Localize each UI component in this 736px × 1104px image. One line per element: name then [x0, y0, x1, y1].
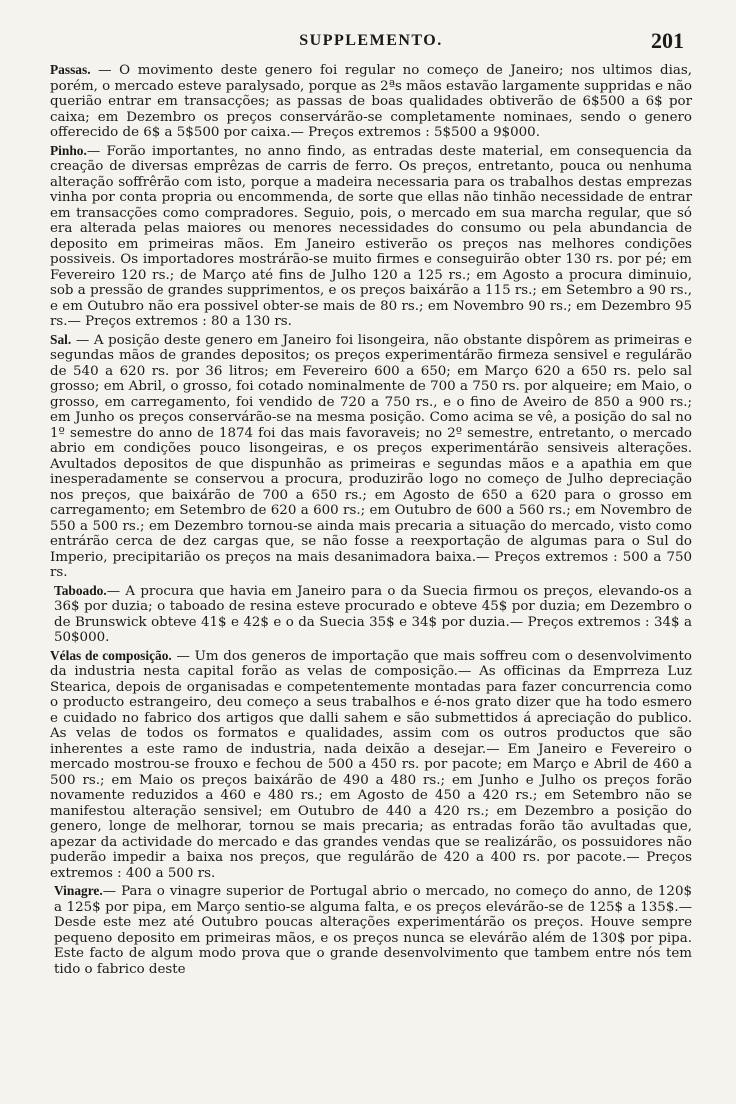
- entry-passas: [50, 62, 692, 141]
- entry-text: — A procura que havia em Janeiro para o da Suecia firmou os preços, elevando-os a 36$ por duzia; o taboado de resina esteve procurado e obteve 45$ por duzia; em Dezembro o de Brunswick obteve 41$ e 42$ e o da Suecia 35$ e 34$ por duzia.— Preços extremos : 34$ a 50$000.: [54, 583, 692, 645]
- entry-term: Passas.: [50, 62, 91, 77]
- entry-term: Vélas de composição.: [50, 647, 172, 663]
- entry-sal: [50, 332, 692, 581]
- entry-velas: [50, 648, 692, 882]
- entry-term: Pinho.: [50, 142, 87, 158]
- entry-term: Sal.: [50, 331, 72, 347]
- running-head: SUPPLEMENTO.: [299, 32, 443, 49]
- page-header: [50, 28, 692, 58]
- entry-vinagre: [54, 883, 692, 977]
- entry-term: Vinagre.: [54, 883, 103, 898]
- entry-text: — A posição deste genero em Janeiro foi lisongeira, não obstante dispôrem as primeiras e segundas mãos de grandes depositos; os preços experimentárão firmeza sensivel e regulárão de 540 a 620 rs. por 36 litros; em Fevereiro 600 a 650; em Março 620 a 650 rs. pelo sal grosso; em Abril, o grosso, foi cotado nominalmente de 700 a 750 rs. por alqueire; em Maio, o grosso, em carregamento, foi vendido de 720 a 750 rs., e o fino de Aveiro de 850 a 900 rs.; em Junho os preços conservárão-se na mesma posição. Como acima se vê, a posição do sal no 1º semestre do anno de 1874 foi das mais favoraveis; no 2º semestre, entretanto, o mercado abrio em condições pouco lisongeiras, e os preços experimentárão sensiveis alterações. Avultados depositos de que dispunhão as primeiras e segundas mãos e a apathia em que inesperadamente se conservou a procura, produzirão logo no começo de Julho depreciação nos preços, que baixárão de 700 a 650 rs.; em Agosto de 650 a 620 para o grosso em carregamento; em Setembro de 620 a 600 rs.; em Outubro de 600 a 560 rs.; em Novembro de 550 a 500 rs.; em Dezembro tornou-se ainda mais precaria a situação do mercado, visto como entrárão cerca de dez cargas que, se não fosse a reexportação de algumas para o Sul do Imperio, precipitarião os preços na mais desanimadora baixa.— Preços extremos : 500 a 750 rs.: [50, 332, 692, 580]
- page-number: 201: [651, 28, 684, 53]
- entry-term: Taboado.: [54, 582, 107, 598]
- entry-text: — Para o vinagre superior de Portugal abrio o mercado, no começo do anno, de 120$ a 125$ por pipa, em Março sentio-se alguma falta, e os preços elevárão-se de 125$ a 135$.— Desde este mez até Outubro poucas alterações experimentárão os preços. Houve sempre pequeno deposito em primeiras mãos, e os preços nunca se elevárão além de 130$ por pipa. Este facto de algum modo prova que o grande desenvolvimento que tambem entre nós tem tido o fabrico deste: [54, 884, 692, 977]
- entry-pinho: [50, 143, 692, 330]
- entry-taboado: [54, 583, 692, 646]
- entry-text: — O movimento deste genero foi regular no começo de Janeiro; nos ultimos dias, porém, o mercado esteve paralysado, porque as 2ªs mãos estavão largamente suppridas e não querião entrar em transacções; as passas de boas qualidades obtiverão de 6$500 a 6$ por caixa; em Dezembro os preços conservárão-se completamente nominaes, sendo o genero offerecido de 6$ a 5$500 por caixa.— Preços extremos : 5$500 a 9$000.: [50, 63, 692, 140]
- entry-text: — Um dos generos de importação que mais soffreu com o desenvolvimento da industria nesta capital forão as velas de composição.— As officinas da Emprreza Luz Stearica, depois de organisadas e competentemente montadas para fazer concurrencia como o producto estrangeiro, deu começo a seus trabalhos e é-nos grato dizer que ha todo esmero e cuidado no fabrico dos artigos que dalli sahem e são submettidos á apreciação do publico. As velas de todos os formatos e qualidades, assim com os outros productos que são inherentes a este ramo de industria, nada deixão a desejar.— Em Janeiro e Fevereiro o mercado mostrou-se frouxo e fechou de 500 a 450 rs. por pacote; em Março e Abril de 460 a 500 rs.; em Maio os preços baixárão de 490 a 480 rs.; em Junho e Julho os preços forão novamente reduzidos a 460 e 480 rs.; em Agosto de 450 a 420 rs.; em Setembro não se manifestou alteração sensivel; em Outubro de 440 a 420 rs.; em Dezembro a posição do genero, longe de melhorar, tornou se mais precaria; as entradas forão tão avultadas que, apezar da actividade do mercado e das grandes vendas que se realizárão, os possuidores não puderão impedir a baixa nos preços, que regulárão de 420 a 400 rs. por pacote.— Preços extremos : 400 a 500 rs.: [50, 648, 692, 881]
- entry-text: — Forão importantes, no anno findo, as entradas deste material, em consequencia da creação de diversas emprêzas de carris de ferro. Os preços, entretanto, pouca ou nenhuma alteração soffrêrão com isto, porque a madeira necessaria para os trabalhos destas emprezas vinha por conta propria ou encommenda, de sorte que ellas não tinhão necessidade de entrar em transacções como compradores. Seguio, pois, o mercado em sua marcha regular, que só era alterada pelas maiores ou menores necessidades do consumo ou pela abundancia de deposito em primeiras mãos. Em Janeiro estiverão os preços nas melhores condições possiveis. Os importadores mostrárão-se muito firmes e conseguirão obter 130 rs. por pé; em Fevereiro 120 rs.; de Março até fins de Julho 120 a 125 rs.; em Agosto a procura diminuio, sob a pressão de grandes supprimentos, e os preços baixárão a 115 rs.; em Setembro a 90 rs., e em Outubro não era possivel obter-se mais de 80 rs.; em Novembro 90 rs.; em Dezembro 95 rs.— Preços extremos : 80 a 130 rs.: [50, 143, 692, 329]
